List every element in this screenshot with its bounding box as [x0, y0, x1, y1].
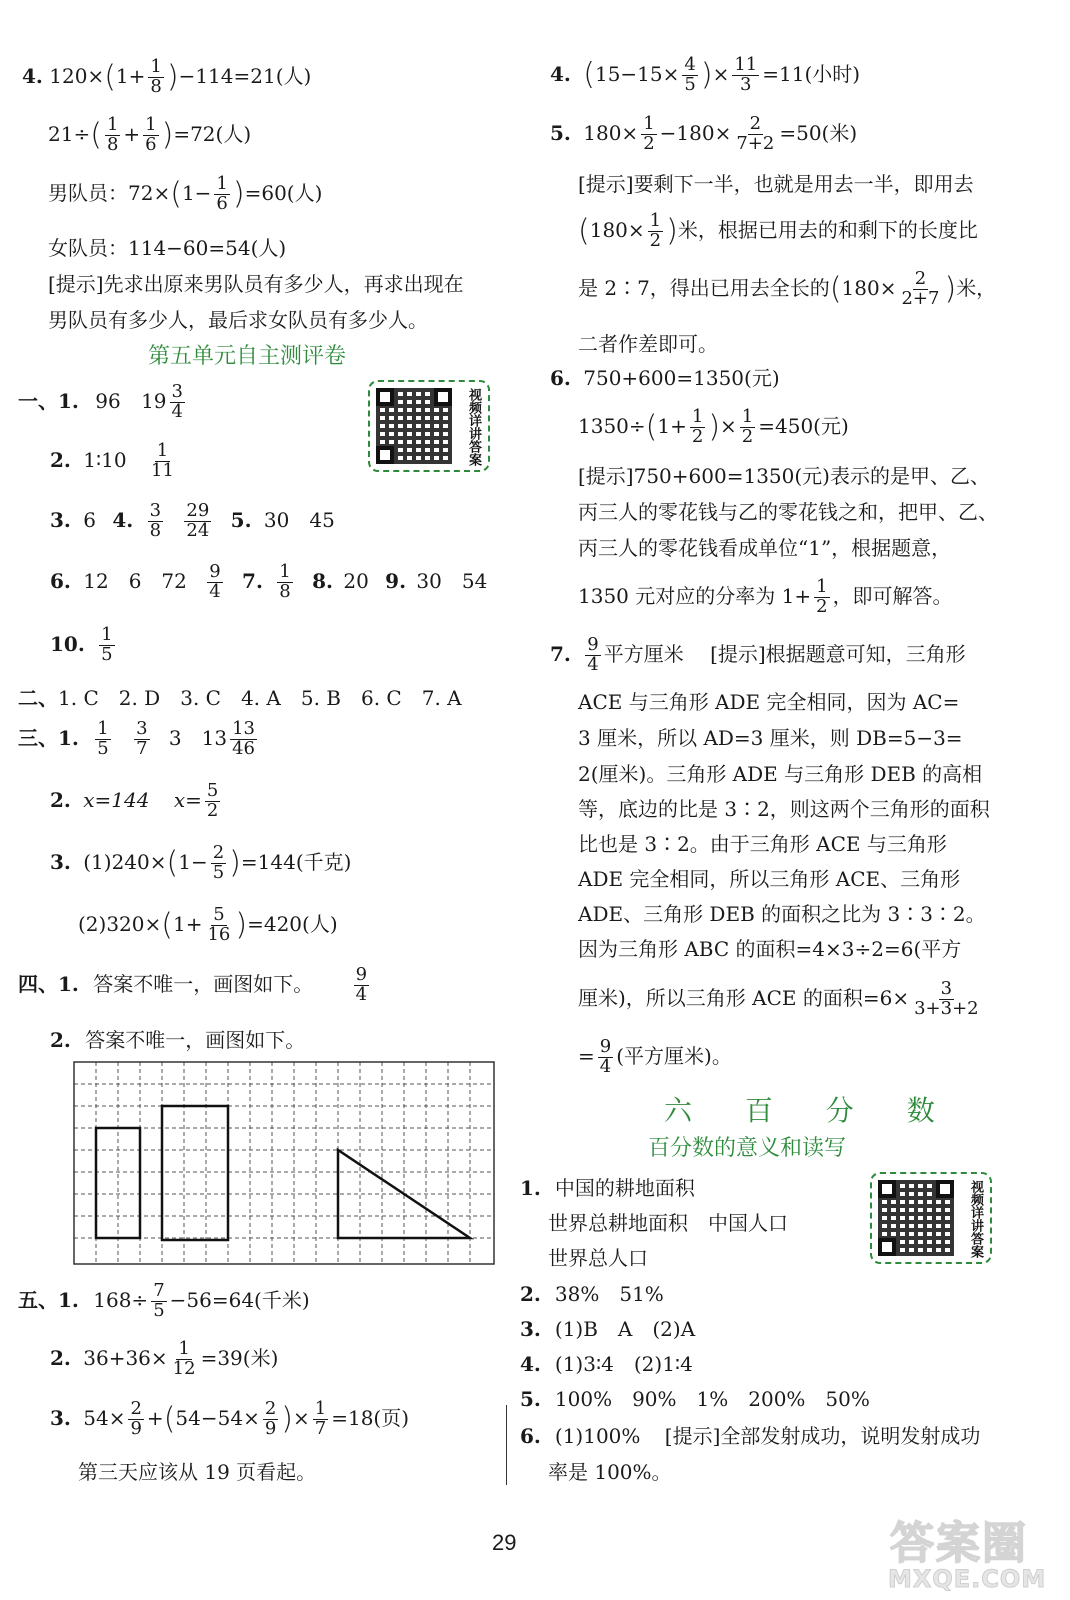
right-q5-hint3: 是 2∶7，得出已用去全长的(180× $\frac{2}{2+7}$ )米， — [578, 268, 997, 309]
right-q5: 5. 180× $\frac{1}{2}$ −180× $\frac{2}{7+2}$ =50(米) — [550, 113, 858, 154]
left-q4-line1: 4. 120×(1+ $\frac{1}{8}$ )−114=21(人) — [22, 56, 312, 97]
s5-item1: 五、1. 168÷ $\frac{7}{5}$ −56=64(千米) — [18, 1280, 310, 1321]
right-q6-hint1: [提示]750+600=1350(元)表示的是甲、乙、 — [578, 464, 990, 488]
s3-item3-part2: (2)320×(1+ $\frac{5}{16}$ )=420(人) — [78, 904, 338, 945]
s1-item1: 一、1. 96 19 $\frac{3}{4}$ — [18, 381, 183, 422]
page-number: 29 — [492, 1530, 517, 1555]
qr-label: 视频详讲答案 — [968, 1180, 983, 1258]
unit5-title: 第五单元自主测评卷 — [148, 344, 347, 369]
right-q5-hint1: [提示]要剩下一半，也就是用去一半，即用去 — [578, 172, 974, 196]
watermark-title: 答案圈 — [890, 1518, 1028, 1569]
grid-border — [74, 1062, 494, 1264]
right-q7-line4: 2(厘米)。三角形 ADE 与三角形 DEB 的高相 — [578, 762, 983, 786]
right-q7-line8: ADE、三角形 DEB 的面积之比为 3∶3∶2。 — [578, 902, 986, 926]
left-q4-hint1: [提示]先求出原来男队员有多少人，再求出现在 — [48, 272, 464, 296]
right-q7-line1: 7. $\frac{9}{4}$ 平方厘米 [提示]根据题意可知，三角形 — [550, 634, 966, 675]
right-q6-hint2: 丙三人的零花钱与乙的零花钱之和，把甲、乙、 — [578, 500, 998, 524]
right-q6-hint3: 丙三人的零花钱看成单位“1”，根据题意， — [578, 536, 952, 560]
large-rectangle — [162, 1106, 228, 1240]
hint-tag: [提示] — [578, 464, 634, 488]
p6-line1: 6. (1)100% [提示]全部发射成功，说明发射成功 — [520, 1424, 981, 1448]
qr-label: 视频详讲答案 — [466, 388, 481, 466]
left-q4-hint2: 男队员有多少人，最后求女队员有多少人。 — [48, 308, 428, 332]
p6-line2: 率是 100%。 — [548, 1460, 672, 1484]
s2-choices: 二、1. C 2. D 3. C 4. A 5. B 6. C 7. A — [18, 686, 462, 710]
s5-item2: 2. 36+36× $\frac{1}{12}$ =39(米) — [50, 1338, 279, 1379]
s1-item10: 10. $\frac{1}{5}$ — [50, 624, 113, 665]
unit6-subtitle: 百分数的意义和读写 — [648, 1136, 847, 1161]
s3-item1: 三、1. $\frac{1}{5}$ $\frac{3}{7}$ 3 13 $\frac{13}{46}$ — [18, 718, 255, 759]
right-q7-line7: ADE 完全相同，所以三角形 ACE、三角形 — [578, 867, 961, 891]
grid-drawing — [72, 1060, 496, 1266]
hint-tag: [提示] — [664, 1424, 721, 1448]
qr-code-unit6[interactable] — [870, 1172, 992, 1264]
hint-tag: [提示] — [578, 172, 634, 196]
p4: 4. (1)3∶4 (2)1∶4 — [520, 1352, 693, 1376]
right-q7-line6: 比也是 3∶2。由于三角形 ACE 与三角形 — [578, 832, 947, 856]
right-q4: 4. (15−15× $\frac{4}{5}$ )× $\frac{11}{3}$ =11(小时) — [550, 54, 861, 95]
hint-tag: [提示] — [48, 272, 104, 296]
grid-lines — [74, 1062, 494, 1264]
p1-line3: 世界总人口 — [548, 1246, 648, 1270]
s1-items3-5: 3. 6 4. $\frac{3}{8}$ $\frac{29}{24}$ 5. 30 45 — [50, 500, 335, 541]
right-q6-line2: 1350÷(1+ $\frac{1}{2}$ )× $\frac{1}{2}$ =450(元) — [578, 406, 849, 447]
hint-tag: [提示] — [710, 641, 766, 666]
right-q7-line3: 3 厘米，所以 AD=3 厘米，则 DB=5−3= — [578, 726, 963, 750]
p1-line1: 1. 中国的耕地面积 — [520, 1176, 695, 1200]
right-q7-line5: 等，底边的比是 3∶2，则这两个三角形的面积 — [578, 797, 990, 821]
right-q7-line2: ACE 与三角形 ADE 完全相同，因为 AC= — [578, 690, 960, 714]
watermark-url: MXQE.COM — [888, 1565, 1047, 1593]
s3-item3-part1: 3. (1)240×(1− $\frac{2}{5}$ )=144(千克) — [50, 842, 352, 883]
s1-items6-9: 6. 12 6 72 $\frac{9}{4}$ 7. $\frac{1}{8}$ 8. 20 9. 30 54 — [50, 561, 488, 602]
left-q4-line2: 21÷( $\frac{1}{8}$ + $\frac{1}{6}$ )=72(人) — [48, 114, 252, 155]
right-q6-line1: 6. 750+600=1350(元) — [550, 366, 780, 390]
p1-line2: 世界总耕地面积 中国人口 — [548, 1211, 788, 1235]
right-q7-line9: 因为三角形 ABC 的面积=4×3÷2=6(平方 — [578, 937, 962, 961]
qr-code-unit5[interactable] — [368, 380, 490, 472]
right-q7-line11: = $\frac{9}{4}$ (平方厘米)。 — [578, 1036, 732, 1077]
right-q7-line10: 厘米)，所以三角形 ACE 的面积=6× $\frac{3}{3+3+2}$ — [578, 978, 979, 1019]
watermark-logo — [880, 1505, 1060, 1600]
s1-item2: 2. 1∶10 $\frac{1}{11}$ — [50, 440, 174, 481]
column-divider — [506, 1405, 507, 1485]
s4-item2: 2. 答案不唯一，画图如下。 — [50, 1028, 306, 1052]
unit6-title: 六 百 分 数 — [664, 1094, 957, 1127]
p3: 3. (1)B A (2)A — [520, 1317, 696, 1341]
left-q4-line4: 女队员：114−60=54(人) — [48, 236, 287, 260]
s5-item3-conclusion: 第三天应该从 19 页看起。 — [78, 1460, 317, 1484]
p5: 5. 100% 90% 1% 200% 50% — [520, 1387, 870, 1411]
s4-item1: 四、1. 答案不唯一，画图如下。 $\frac{9}{4}$ — [18, 964, 368, 1005]
s3-item2: 2. x=144 x= $\frac{5}{2}$ — [50, 780, 219, 821]
p2: 2. 38% 51% — [520, 1282, 664, 1306]
s5-item3: 3. 54× $\frac{2}{9}$ +(54−54× $\frac{2}{9}$ )× $\frac{1}{7}$ =18(页) — [50, 1398, 410, 1439]
right-q5-hint4: 二者作差即可。 — [578, 332, 718, 356]
left-q4-line3: 男队员：72×(1− $\frac{1}{6}$ )=60(人) — [48, 173, 323, 214]
right-q6-hint4: 1350 元对应的分率为 1+ $\frac{1}{2}$ ，即可解答。 — [578, 576, 953, 617]
right-q5-hint2: (180× $\frac{1}{2}$ )米，根据已用去的和剩下的长度比 — [578, 210, 978, 251]
